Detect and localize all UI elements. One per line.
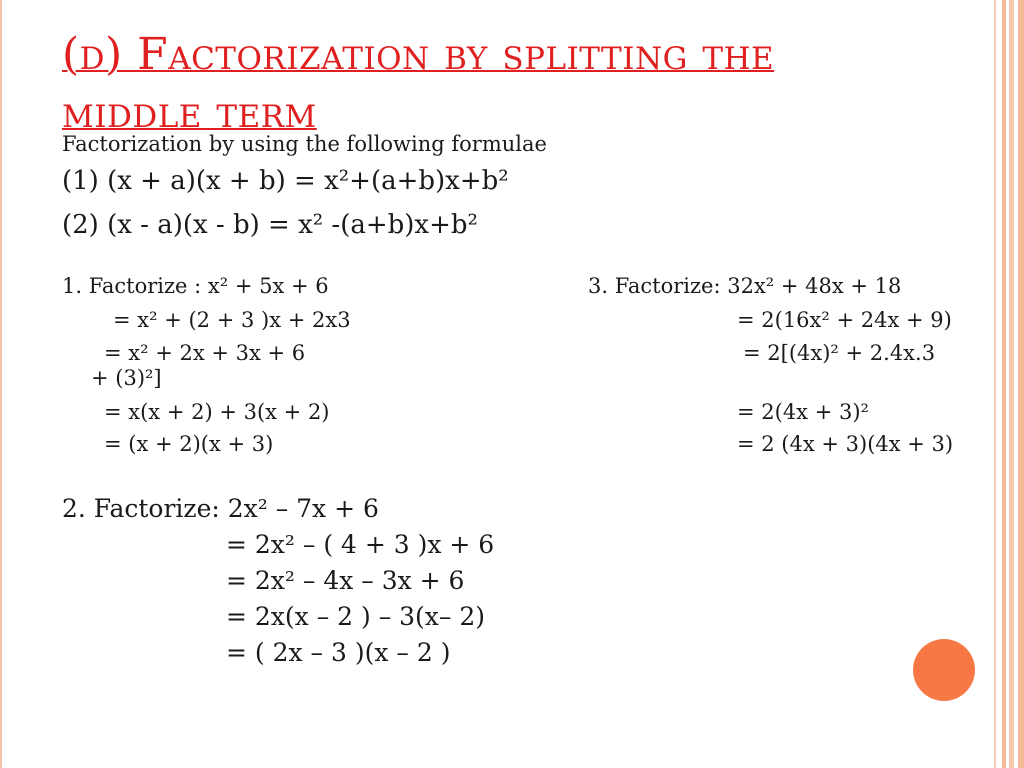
decorative-stripes (976, 0, 1024, 768)
formula-2: (2) (x - a)(x - b) = x² -(a+b)x+b² (62, 210, 478, 240)
example-3-step: = 2[(4x)² + 2.4x.3 (743, 341, 936, 365)
example-2-step: = ( 2x – 3 )(x – 2 ) (226, 638, 451, 667)
example-3-step: = 2(4x + 3)² (737, 400, 869, 424)
example-2-step: = 2x(x – 2 ) – 3(x– 2) (226, 602, 486, 631)
example-1-step: = x(x + 2) + 3(x + 2) (104, 400, 330, 424)
example-3-step: = 2 (4x + 3)(4x + 3) (737, 432, 954, 456)
decorative-circle (913, 639, 975, 701)
subtitle: Factorization by using the following formulae (62, 132, 547, 156)
slide-title: (d) Factorization by splitting the middle term (62, 29, 775, 138)
example-3-step: = 2(16x² + 24x + 9) (737, 308, 952, 332)
example-2-heading: 2. Factorize: 2x² – 7x + 6 (62, 494, 379, 523)
example-3-step: + (3)²] (91, 366, 162, 390)
example-1-heading: 1. Factorize : x² + 5x + 6 (62, 274, 329, 298)
example-2-step: = 2x² – ( 4 + 3 )x + 6 (226, 530, 495, 559)
formula-1: (1) (x + a)(x + b) = x²+(a+b)x+b² (62, 166, 509, 196)
example-2-step: = 2x² – 4x – 3x + 6 (226, 566, 465, 595)
example-1-step: = (x + 2)(x + 3) (104, 432, 274, 456)
example-1-step: = x² + (2 + 3 )x + 2x3 (113, 308, 351, 332)
example-1-step: = x² + 2x + 3x + 6 (104, 341, 306, 365)
example-3-heading: 3. Factorize: 32x² + 48x + 18 (588, 274, 902, 298)
